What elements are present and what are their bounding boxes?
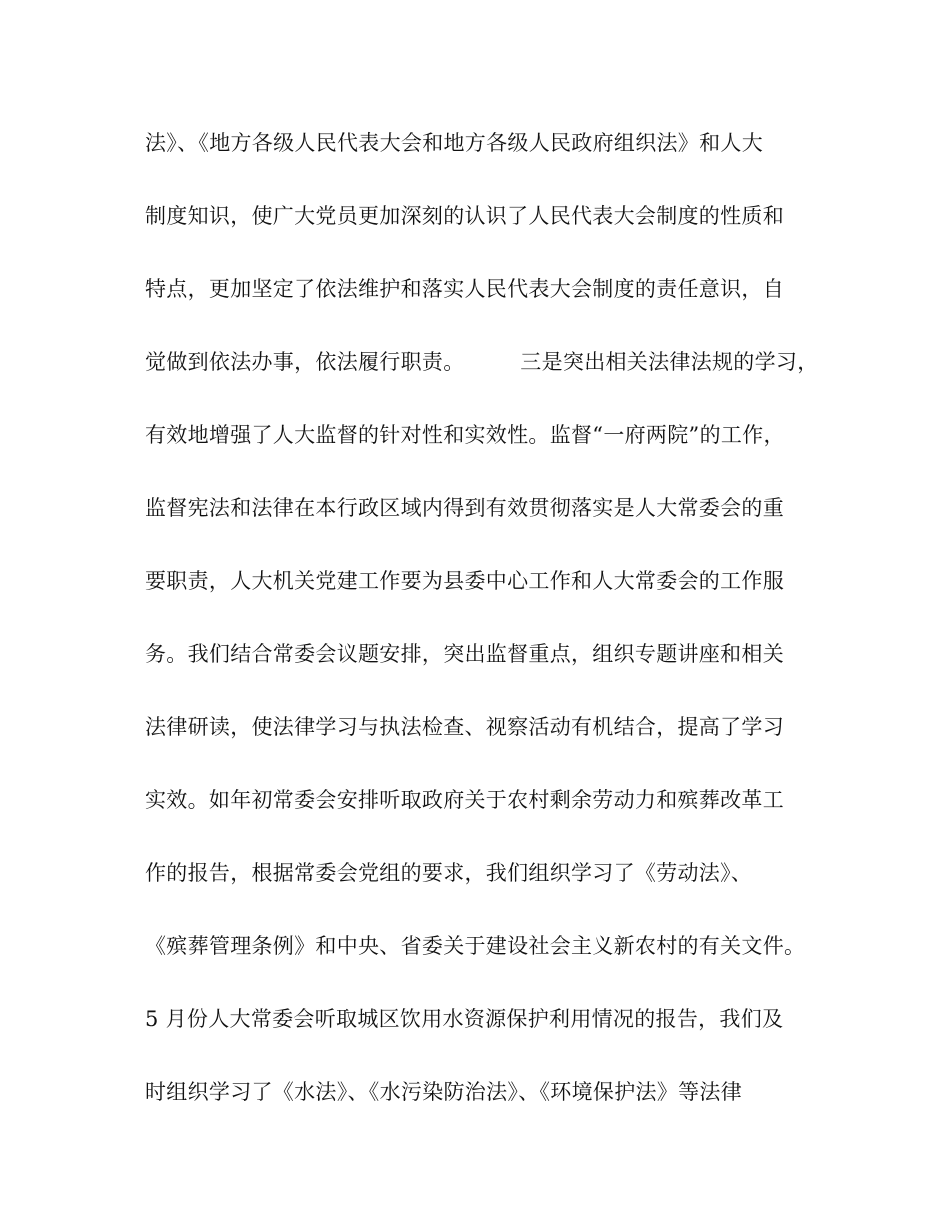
text-line-5: 有效地增强了人大监督的针对性和实效性。监督“一府两院”的工作， <box>145 423 785 447</box>
text-line-2: 制度知识，使广大党员更加深刻的认识了人民代表大会制度的性质和 <box>145 204 784 228</box>
text-line-7: 要职责，人大机关党建工作要为县委中心工作和人大常委会的工作服 <box>145 569 784 593</box>
text-line-14: 时组织学习了《水法》、《水污染防治法》、《环境保护法》等法律 <box>145 1080 742 1104</box>
text-line-6: 监督宪法和法律在本行政区域内得到有效贯彻落实是人大常委会的重 <box>145 496 784 520</box>
text-line-3: 特点，更加坚定了依法维护和落实人民代表大会制度的责任意识，自 <box>145 277 784 301</box>
text-line-10: 实效。如年初常委会安排听取政府关于农村剩余劳动力和殡葬改革工 <box>145 788 784 812</box>
text-line-4: 觉做到依法办事，依法履行职责。 三是突出相关法律法规的学习， <box>145 350 819 374</box>
text-line-13: 5 月份人大常委会听取城区饮用水资源保护利用情况的报告，我们及 <box>145 1007 784 1031</box>
text-line-8: 务。我们结合常委会议题安排，突出监督重点，组织专题讲座和相关 <box>145 642 784 666</box>
text-line-12: 《殡葬管理条例》和中央、省委关于建设社会主义新农村的有关文件。 <box>145 934 806 958</box>
text-line-1: 法》、《地方各级人民代表大会和地方各级人民政府组织法》和人大 <box>145 131 763 155</box>
body-text <box>145 125 825 1147</box>
text-line-11: 作的报告，根据常委会党组的要求，我们组织学习了《劳动法》、 <box>145 861 753 885</box>
text-line-9: 法律研读，使法律学习与执法检查、视察活动有机结合，提高了学习 <box>145 715 784 739</box>
